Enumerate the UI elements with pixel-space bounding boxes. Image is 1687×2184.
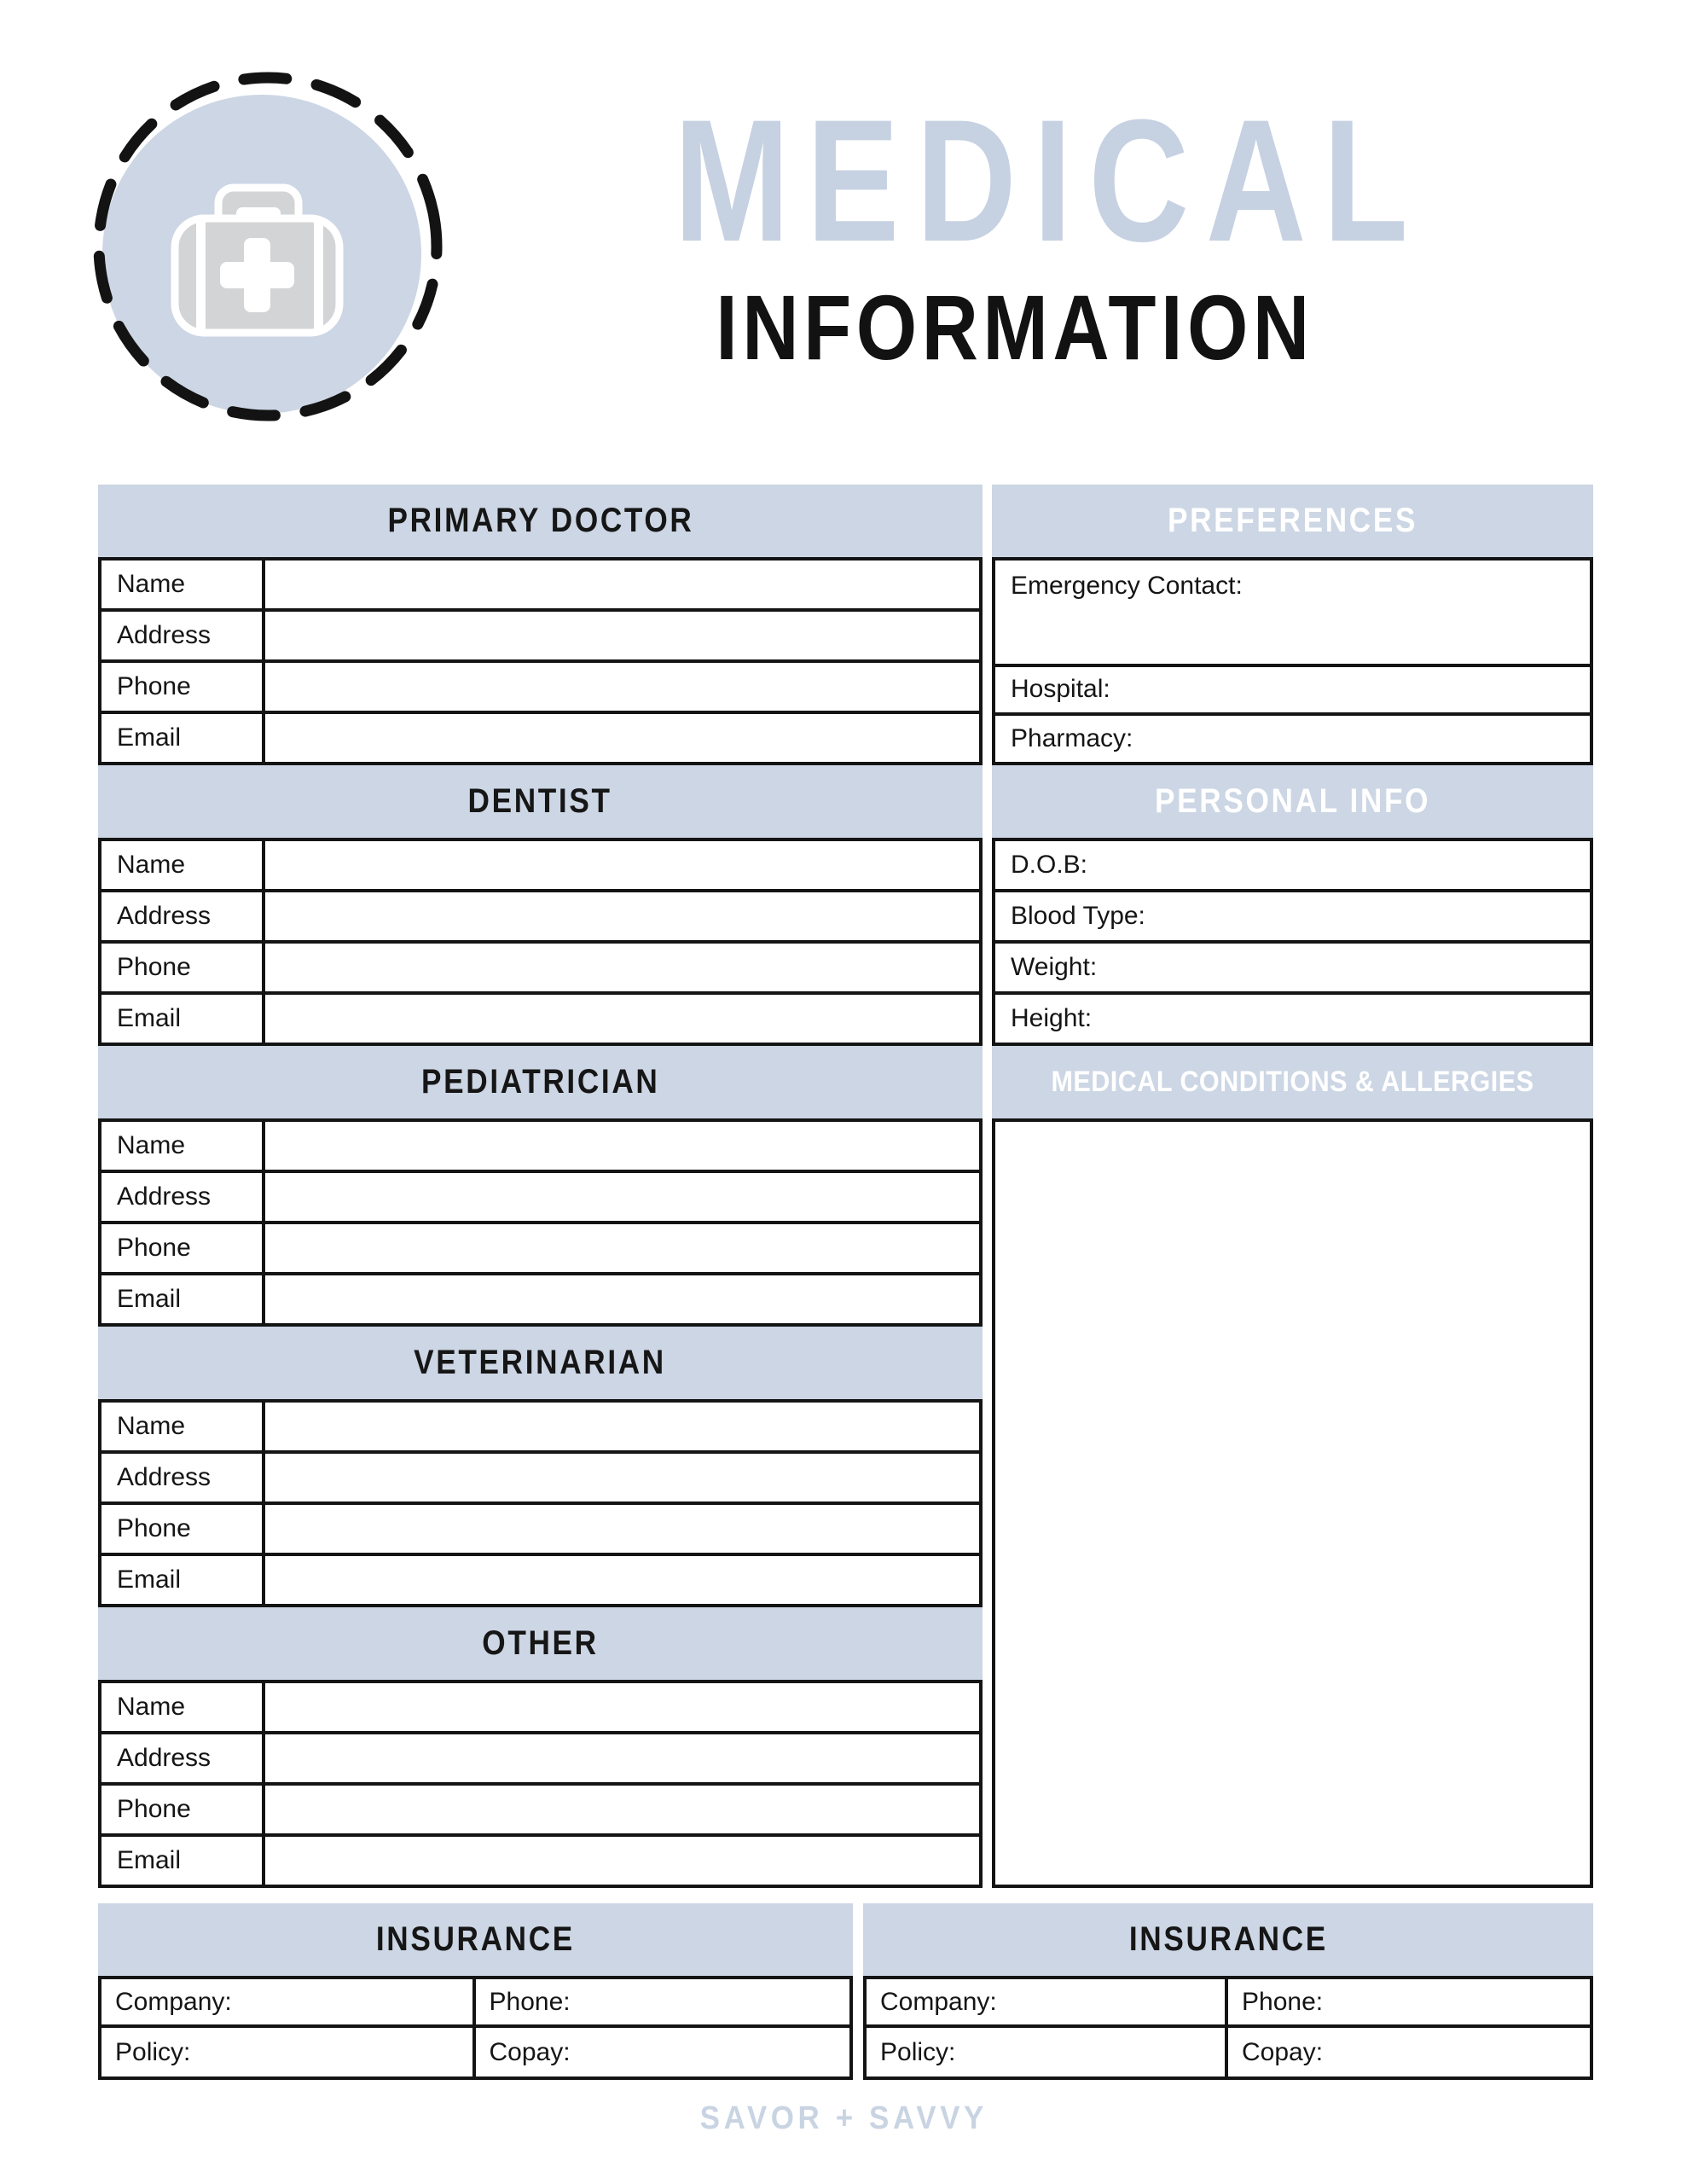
field-primary-doctor-address[interactable] [265,612,979,659]
medical-conditions-notes-area[interactable] [992,1118,1593,1888]
field-insurance1-company[interactable]: Company: [101,1979,476,2028]
row-label: Address [101,892,265,940]
table-row [101,995,979,1043]
section-header-personal-info [992,765,1593,838]
table-row [101,1173,979,1224]
field-pediatrician-email[interactable] [265,1275,979,1323]
section-header-insurance-1 [98,1903,853,1976]
row-label: Address [101,1454,265,1502]
table-row [101,1454,979,1505]
row-label: Name [101,1122,265,1170]
field-veterinarian-name[interactable] [265,1403,979,1450]
other-table [98,1680,983,1888]
row-label: Phone [101,1505,265,1553]
field-insurance2-company[interactable]: Company: [867,1979,1228,2028]
first-aid-kit-icon [72,60,482,461]
section-header-preferences [992,485,1593,557]
section-title: INSURANCE [375,1920,576,1958]
section-header-other [98,1607,983,1680]
section-title: PERSONAL INFO [1154,782,1431,820]
field-insurance1-phone[interactable]: Phone: [476,1979,850,2028]
field-dentist-name[interactable] [265,841,979,889]
row-label: Phone [101,944,265,991]
field-pediatrician-name[interactable] [265,1122,979,1170]
veterinarian-table [98,1399,983,1607]
section-title: DENTIST [467,782,613,820]
row-label: Name [101,1403,265,1450]
pediatrician-table [98,1118,983,1327]
section-title: VETERINARIAN [414,1344,667,1381]
row-label: Name [101,1683,265,1731]
field-primary-doctor-name[interactable] [265,561,979,608]
row-label: Phone [101,1786,265,1833]
field-blood-type[interactable]: Blood Type: [995,892,1590,944]
field-other-name[interactable] [265,1683,979,1731]
table-row [101,1505,979,1556]
row-label: Phone [101,1224,265,1272]
field-primary-doctor-phone[interactable] [265,663,979,711]
row-label: Address [101,612,265,659]
table-row [101,1786,979,1837]
field-pharmacy[interactable]: Pharmacy: [1011,724,1133,753]
table-row [101,892,979,944]
insurance-table-2 [863,1976,1593,2080]
field-other-email[interactable] [265,1837,979,1885]
preferences-table [992,557,1593,765]
field-dentist-phone[interactable] [265,944,979,991]
row-label: Email [101,1275,265,1323]
table-row [101,1683,979,1734]
field-emergency-contact[interactable]: Emergency Contact: [995,561,1590,667]
row-label: Address [101,1173,265,1221]
section-title: OTHER [482,1624,599,1662]
section-header-primary-doctor [98,485,983,557]
field-pediatrician-phone[interactable] [265,1224,979,1272]
row-label: Name [101,841,265,889]
title-information: INFORMATION [716,276,1314,379]
field-veterinarian-address[interactable] [265,1454,979,1502]
field-insurance2-phone[interactable]: Phone: [1228,1979,1590,2028]
field-dentist-address[interactable] [265,892,979,940]
field-other-phone[interactable] [265,1786,979,1833]
field-hospital[interactable]: Hospital: [995,667,1590,717]
row-label: Email [101,714,265,762]
brand-name: SAVOR + SAVVY [699,2100,988,2136]
row-label: Address [101,1734,265,1782]
field-dentist-email[interactable] [265,995,979,1043]
section-header-dentist [98,765,983,838]
table-row [101,841,979,892]
field-other-address[interactable] [265,1734,979,1782]
section-title: MEDICAL CONDITIONS & ALLERGIES [1051,1066,1534,1098]
table-row [101,663,979,714]
row-label: Phone [101,663,265,711]
field-dob[interactable]: D.O.B: [995,841,1590,892]
section-title: PEDIATRICIAN [420,1063,660,1101]
row-label: Name [101,561,265,608]
field-veterinarian-email[interactable] [265,1556,979,1604]
table-row [101,944,979,995]
brand-footer [0,2100,1687,2137]
field-insurance1-copay[interactable]: Copay: [489,2037,571,2066]
table-row [101,1275,979,1323]
field-primary-doctor-email[interactable] [265,714,979,762]
personal-info-table [992,838,1593,1046]
title-medical: MEDICAL [674,84,1425,278]
table-row [101,1122,979,1173]
table-row [101,1734,979,1786]
field-insurance2-copay[interactable]: Copay: [1242,2037,1324,2066]
field-weight[interactable]: Weight: [995,944,1590,995]
field-insurance1-policy[interactable]: Policy: [101,2028,476,2077]
dentist-table [98,838,983,1046]
field-pediatrician-address[interactable] [265,1173,979,1221]
field-veterinarian-phone[interactable] [265,1505,979,1553]
table-row [101,561,979,612]
table-row [101,612,979,663]
table-row [101,1224,979,1275]
page-title [588,84,1441,379]
primary-doctor-table [98,557,983,765]
field-height[interactable]: Height: [1011,1004,1093,1032]
row-label: Email [101,1837,265,1885]
row-label: Email [101,1556,265,1604]
section-title: PRIMARY DOCTOR [386,502,694,539]
section-header-pediatrician [98,1046,983,1118]
row-label: Email [101,995,265,1043]
table-row [101,1403,979,1454]
field-insurance2-policy[interactable]: Policy: [867,2028,1228,2077]
section-header-insurance-2 [863,1903,1593,1976]
section-header-medical-conditions [992,1046,1593,1118]
section-title: INSURANCE [1128,1920,1328,1958]
table-row [101,714,979,762]
section-header-veterinarian [98,1327,983,1399]
insurance-table-1 [98,1976,853,2080]
section-title: PREFERENCES [1167,502,1418,539]
table-row [101,1556,979,1604]
table-row [101,1837,979,1885]
